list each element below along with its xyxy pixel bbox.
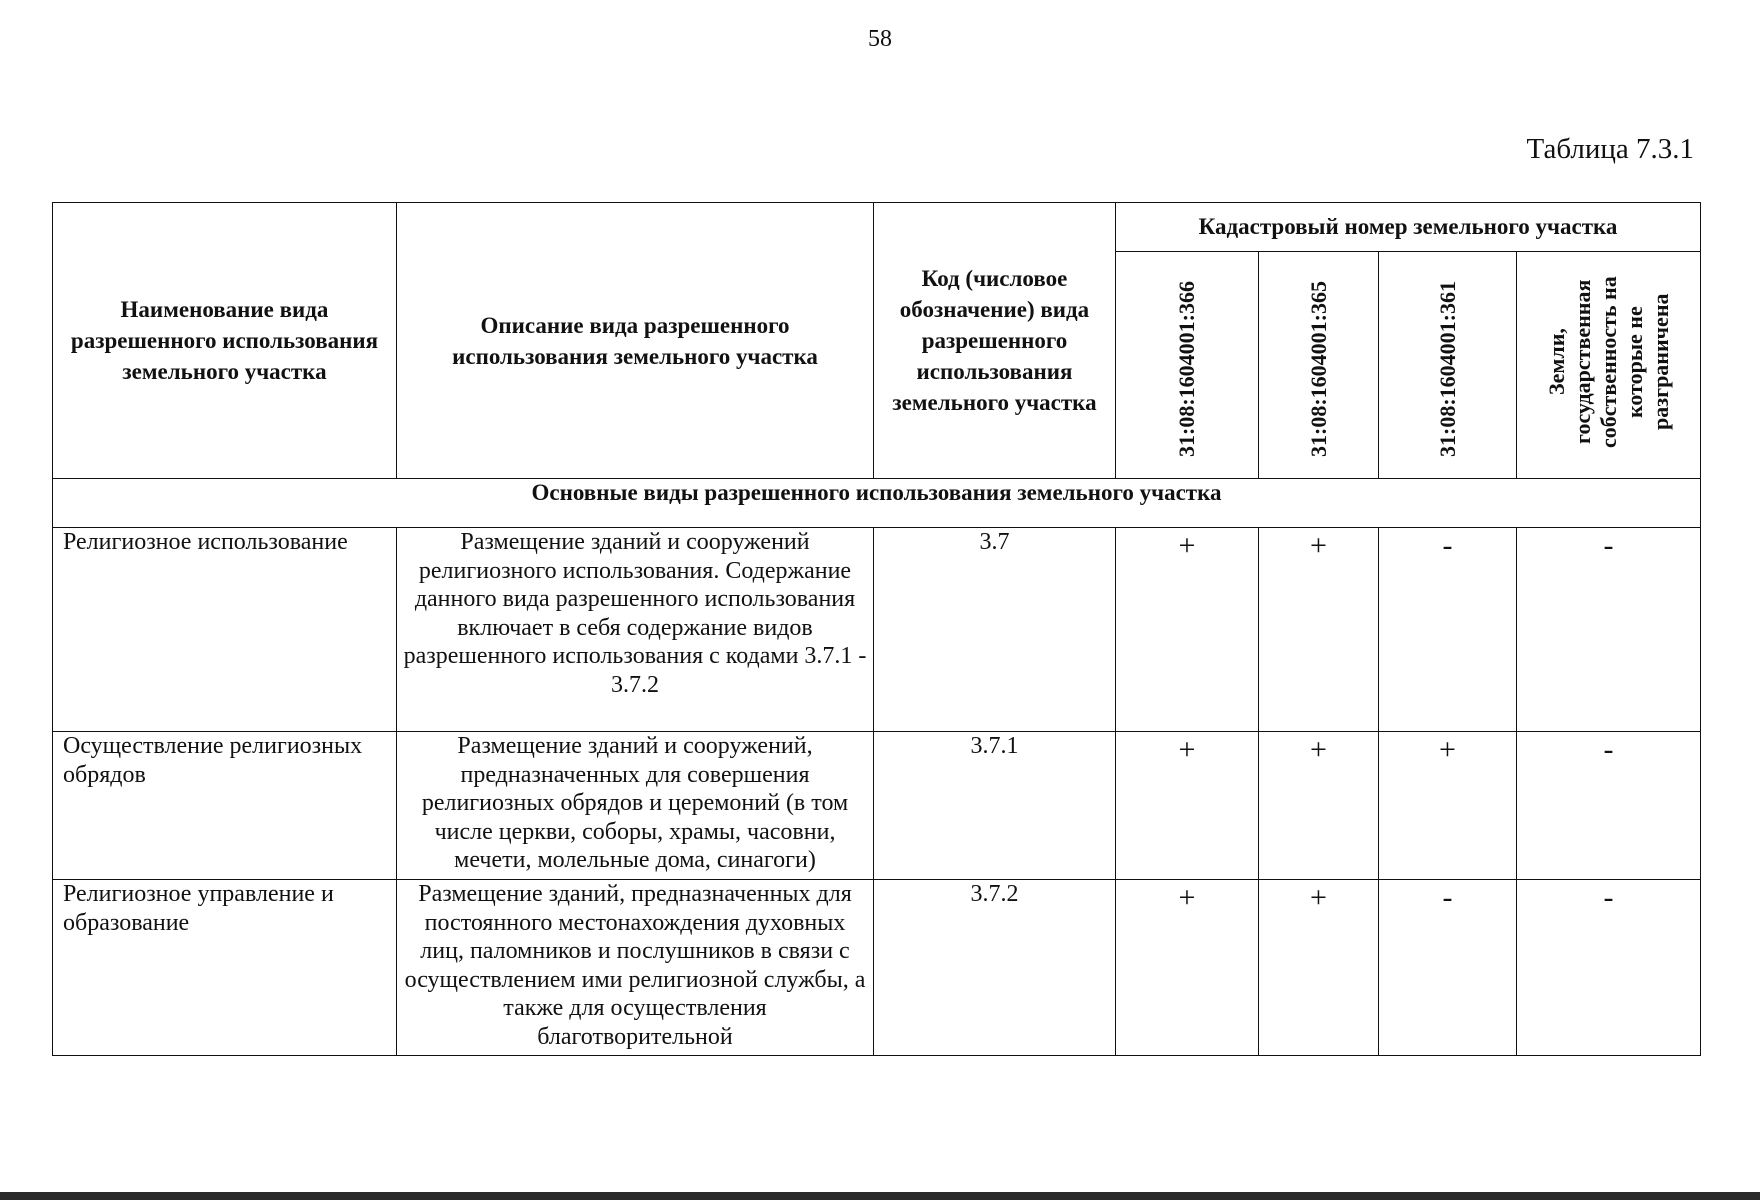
- row-mark: +: [1379, 732, 1517, 880]
- row-mark: +: [1259, 880, 1379, 1056]
- row-code: 3.7: [874, 528, 1116, 732]
- row-mark: -: [1379, 528, 1517, 732]
- table-row: [53, 732, 1701, 880]
- row-description: Размещение зданий, предназначенных для постоянного местонахождения духовных лиц, паломников и послушников в связи с осуществлением ими религиозной службы, а также для осуществления благотворительной: [397, 880, 874, 1056]
- row-mark: -: [1517, 732, 1701, 880]
- cadastral-number-label: 31:08:1604001:366: [1174, 280, 1199, 457]
- row-description: Размещение зданий и сооружений, предназначенных для совершения религиозных обрядов и церемоний (в том числе церкви, соборы, храмы, часовни, мечети, молельные дома, синагоги): [397, 732, 874, 880]
- row-name: Религиозное управление и образование: [53, 880, 397, 1056]
- row-mark: +: [1259, 732, 1379, 880]
- row-mark: -: [1379, 880, 1517, 1056]
- table-row: [53, 880, 1701, 1056]
- header-cadastral-2: [1259, 252, 1379, 479]
- row-code: 3.7.2: [874, 880, 1116, 1056]
- row-code: 3.7.1: [874, 732, 1116, 880]
- row-description: Размещение зданий и сооружений религиозного использования. Содержание данного вида разрешенного использования включает в себя содержание видов разрешенного использования с кодами 3.7.1 - 3.7.2: [397, 528, 874, 732]
- row-mark: +: [1116, 880, 1259, 1056]
- section-row: [53, 479, 1701, 528]
- header-cadastral-4: [1517, 252, 1701, 479]
- header-cadastral-1: [1116, 252, 1259, 479]
- header-row: [53, 203, 1701, 252]
- header-cadastral-group: Кадастровый номер земельного участка: [1116, 203, 1701, 252]
- header-cadastral-3: [1379, 252, 1517, 479]
- section-title: Основные виды разрешенного использования земельного участка: [53, 479, 1701, 528]
- cadastral-number-label: 31:08:1604001:365: [1305, 280, 1331, 457]
- row-mark: -: [1517, 528, 1701, 732]
- header-name: Наименование вида разрешенного использования земельного участка: [53, 203, 397, 479]
- row-mark: +: [1259, 528, 1379, 732]
- row-name: Религиозное использование: [53, 528, 397, 732]
- page-number: 58: [868, 26, 892, 52]
- header-description: Описание вида разрешенного использования земельного участка: [397, 203, 874, 479]
- header-code: Код (числовое обозначение) вида разрешенного использования земельного участка: [874, 203, 1116, 479]
- row-mark: -: [1517, 880, 1701, 1056]
- page-bottom-edge: [0, 1192, 1760, 1200]
- land-use-table: [52, 202, 1701, 1056]
- cadastral-number-label: 31:08:1604001:361: [1434, 280, 1460, 457]
- row-name: Осуществление религиозных обрядов: [53, 732, 397, 880]
- state-lands-label: Земли, государственная собственность на которые не разграничена: [1543, 275, 1673, 448]
- row-mark: +: [1116, 732, 1259, 880]
- table-row: [53, 528, 1701, 732]
- table-caption: Таблица 7.3.1: [1526, 133, 1694, 165]
- row-mark: +: [1116, 528, 1259, 732]
